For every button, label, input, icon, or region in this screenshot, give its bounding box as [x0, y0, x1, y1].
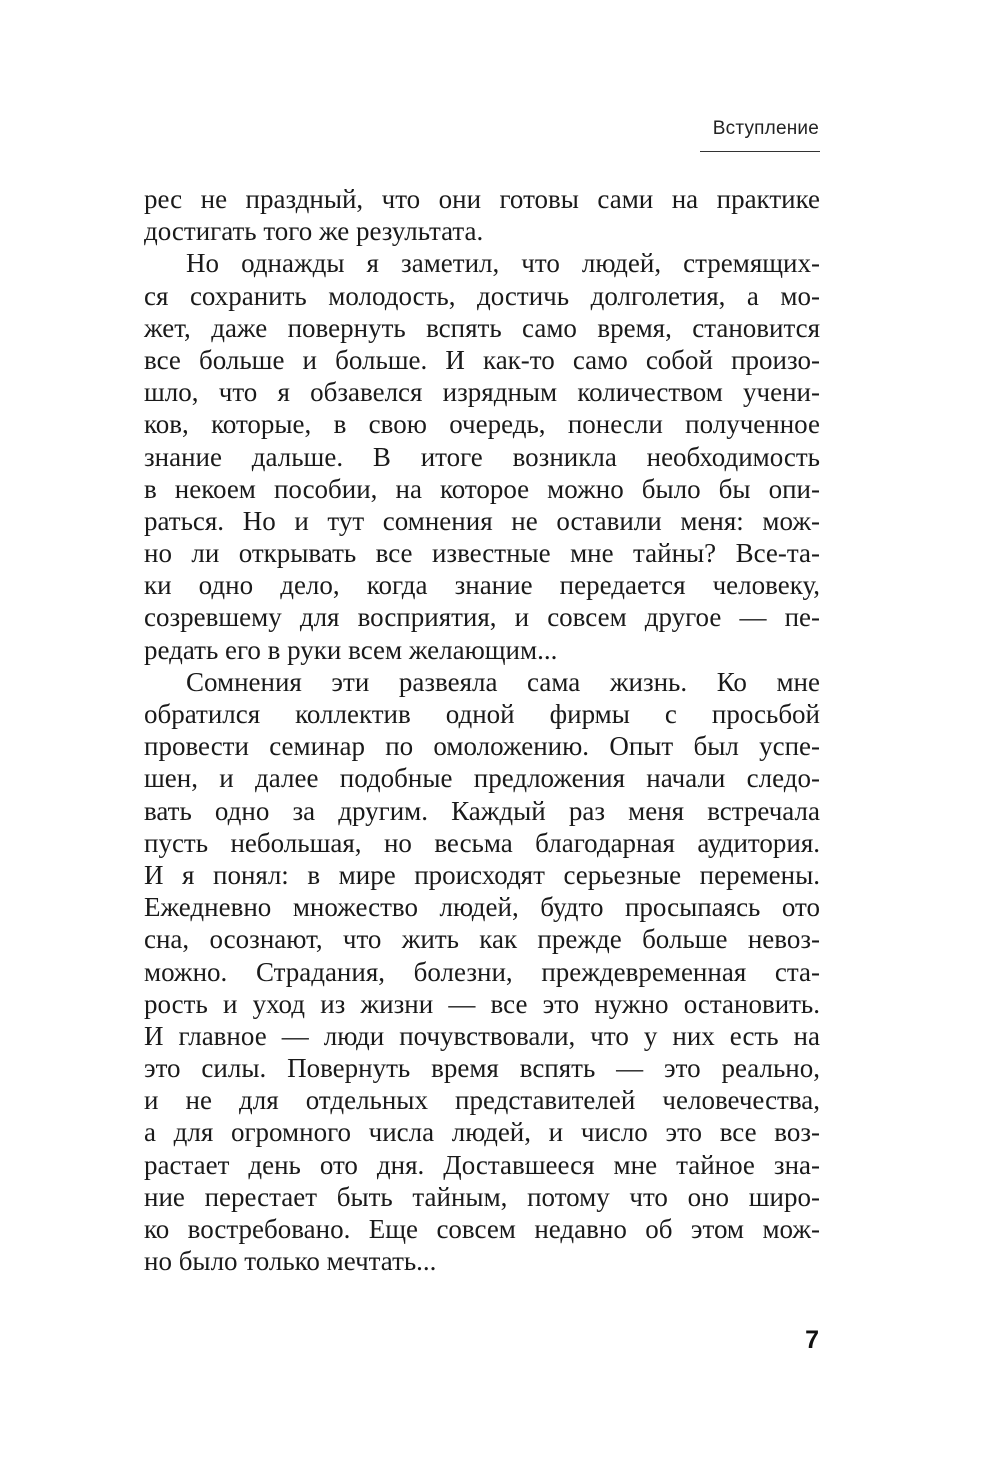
- text-line: вать одно за другим. Каждый раз меня встречала: [144, 795, 820, 826]
- text-line: можно. Страдания, болезни, преждевременная ста-: [144, 956, 820, 987]
- text-line: редать его в руки всем желающим...: [144, 634, 558, 665]
- page-number: 7: [805, 1326, 819, 1354]
- text-line: ков, которые, в свою очередь, понесли полученное: [144, 409, 820, 440]
- paragraph: [144, 247, 820, 665]
- text-line: шен, и далее подобные предложения начали следо-: [144, 763, 820, 794]
- text-line: а для огромного числа людей, и число это все воз-: [144, 1117, 820, 1148]
- paragraph: [144, 666, 820, 1278]
- text-line: созревшему для восприятия, и совсем другое — пе-: [144, 602, 820, 633]
- text-line: пусть небольшая, но весьма благодарная аудитория.: [144, 827, 820, 858]
- running-head: Вступление: [712, 118, 819, 139]
- text-line: и не для отдельных представителей человечества,: [144, 1085, 820, 1116]
- text-line: обратился коллектив одной фирмы с просьбой: [144, 699, 820, 729]
- text-line: это силы. Повернуть время вспять — это реально,: [144, 1053, 820, 1084]
- text-line: рес не праздный, что они готовы сами на практике: [144, 184, 820, 214]
- text-line: жет, даже повернуть вспять само время, становится: [144, 312, 820, 343]
- text-line: в некоем пособии, на которое можно было бы опи-: [144, 473, 820, 504]
- text-line: провести семинар по омоложению. Опыт был успе-: [144, 731, 820, 762]
- text-line: ко востребовано. Еще совсем недавно об этом мож-: [144, 1214, 820, 1244]
- text-line: ки одно дело, когда знание передается человеку,: [144, 570, 820, 601]
- header-rule: [700, 151, 820, 152]
- text-line: ся сохранить молодость, достичь долголетия, а мо-: [144, 280, 820, 311]
- text-line: Ежедневно множество людей, будто просыпаясь ото: [144, 892, 820, 923]
- text-line: рость и уход из жизни — все это нужно остановить.: [144, 988, 820, 1019]
- text-line: но ли открывать все известные мне тайны? Все-та-: [144, 538, 820, 569]
- text-line: И я понял: в мире происходят серьезные перемены.: [144, 859, 820, 890]
- text-line: знание дальше. В итоге возникла необходимость: [144, 441, 820, 472]
- paragraph: [144, 183, 820, 247]
- text-line: сна, осознают, что жить как прежде больше невоз-: [144, 924, 820, 955]
- text-line: достигать того же результата.: [144, 216, 484, 247]
- text-line: все больше и больше. И как-то само собой произо-: [144, 344, 820, 375]
- text-line: шло, что я обзавелся изрядным количеством учени-: [144, 377, 820, 408]
- body-text: [144, 183, 820, 1277]
- text-line: раться. Но и тут сомнения не оставили меня: мож-: [144, 505, 820, 536]
- text-line: растает день ото дня. Доставшееся мне тайное зна-: [144, 1149, 820, 1180]
- text-line: И главное — люди почувствовали, что у них есть на: [144, 1020, 820, 1051]
- text-line: но было только мечтать...: [144, 1246, 437, 1277]
- text-line: ние перестает быть тайным, потому что оно широ-: [144, 1181, 820, 1212]
- text-line: Сомнения эти развеяла сама жизнь. Ко мне: [186, 666, 820, 697]
- text-line: Но однажды я заметил, что людей, стремящих-: [186, 248, 820, 279]
